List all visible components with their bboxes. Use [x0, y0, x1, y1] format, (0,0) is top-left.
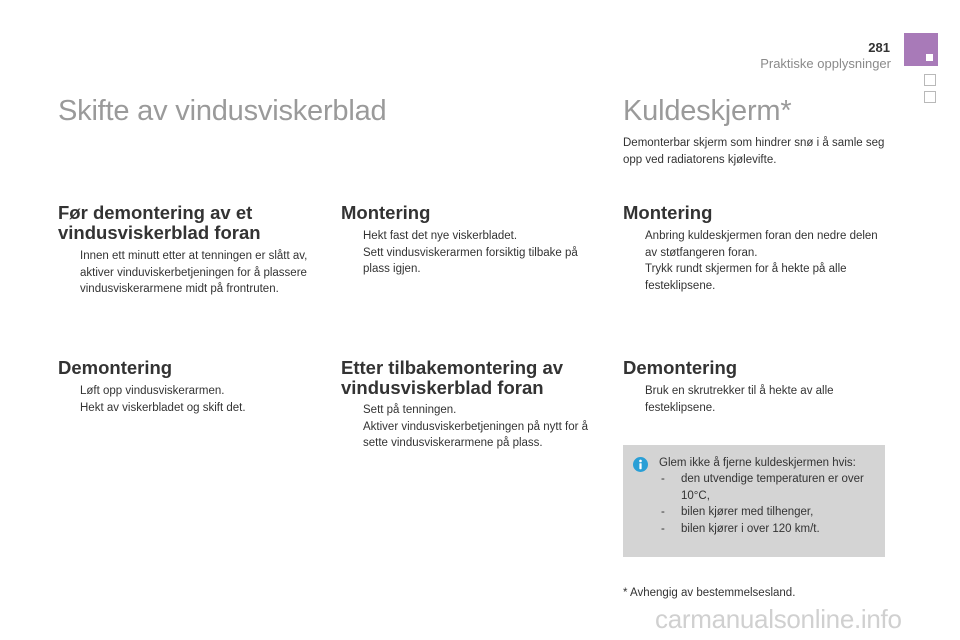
heading-removal: Demontering: [58, 357, 173, 378]
watermark: carmanualsonline.info: [655, 604, 902, 634]
list-item: [659, 521, 881, 538]
chapter-tab-active[interactable]: [904, 33, 938, 66]
tab-marker-icon: [926, 54, 933, 61]
removal-list: [58, 383, 308, 416]
footnote: * Avhengig av bestemmelsesland.: [623, 587, 796, 599]
heading-line: vindusviskerblad foran: [58, 222, 261, 243]
cold-screen-removal-list: [623, 383, 885, 416]
cold-screen-fitting-list: [623, 228, 885, 294]
heading-cold-screen-removal: Demontering: [623, 357, 738, 378]
list-item: [623, 383, 885, 416]
heading-line: Før demontering av et: [58, 202, 253, 223]
list-item: [58, 400, 308, 417]
list-item-text: Aktiver vindusviskerbetjeningen på nytt for å sette vindusviskerarmene på plass.: [363, 420, 589, 449]
list-item: [623, 228, 885, 261]
list-item: [623, 261, 885, 294]
chapter-tab-empty-icon[interactable]: [924, 74, 936, 86]
list-item-text: Hekt av viskerbladet og skift det.: [80, 401, 246, 414]
list-item-text: Løft opp vindusviskerarmen.: [80, 385, 225, 397]
dash-icon: -: [661, 473, 665, 485]
chapter-tab-empty-icon[interactable]: [924, 91, 936, 103]
dash-icon: -: [661, 506, 665, 518]
heading-after-refitting: [341, 358, 563, 398]
list-item-text: Innen ett minutt etter at tenningen er slått av, aktiver vinduviskerbetjeningen for å plassere vindusviskerarmene midt på frontruten.: [80, 250, 308, 295]
list-item-text: Anbring kuldeskjermen foran den nedre delen av støtfangeren foran.: [645, 230, 878, 259]
list-item-text: Bruk en skrutrekker til å hekte av alle festeklipsene.: [645, 385, 834, 414]
list-item-text: den utvendige temperaturen er over 10°C,: [681, 473, 864, 502]
section-name: Praktiske opplysninger: [760, 56, 891, 71]
after-refitting-list: [341, 402, 603, 452]
heading-cold-screen-fitting: Montering: [623, 202, 713, 223]
page-title-cold-screen: Kuldeskjerm*: [623, 95, 792, 127]
info-intro: Glem ikke å fjerne kuldeskjermen hvis:: [659, 457, 856, 469]
list-item: [58, 383, 308, 400]
heading-line: vindusviskerblad foran: [341, 377, 544, 398]
info-box: [623, 445, 885, 557]
list-item: [341, 402, 603, 419]
list-item-text: bilen kjører i over 120 km/t.: [681, 522, 820, 535]
list-item: [659, 504, 881, 521]
dash-icon: -: [661, 522, 665, 535]
info-list: [659, 471, 881, 537]
info-icon: [633, 457, 648, 472]
list-item-text: Hekt fast det nye viskerbladet.: [363, 230, 518, 242]
page-title-wiper-blade: Skifte av vindusviskerblad: [58, 95, 387, 127]
heading-before-removal: [58, 203, 261, 243]
page-number: 281: [868, 40, 890, 55]
heading-fitting: Montering: [341, 202, 431, 223]
list-item-text: Sett vindusviskerarmen forsiktig tilbake på plass igjen.: [363, 246, 578, 275]
list-item-text: bilen kjører med tilhenger,: [681, 506, 814, 518]
list-item: [659, 471, 881, 504]
list-item: [341, 419, 603, 452]
heading-line: Etter tilbakemontering av: [341, 357, 564, 378]
list-item-text: Trykk rundt skjermen for å hekte på alle festeklipsene.: [645, 263, 847, 292]
list-item-text: Sett på tenningen.: [363, 404, 457, 416]
cold-screen-intro: Demonterbar skjerm som hindrer snø i å samle seg opp ved radiatorens kjølevifte.: [623, 137, 885, 166]
list-item: [58, 248, 308, 298]
before-removal-list: [58, 248, 308, 298]
list-item: [341, 245, 601, 278]
fitting-list: [341, 228, 601, 278]
list-item: [341, 228, 601, 245]
